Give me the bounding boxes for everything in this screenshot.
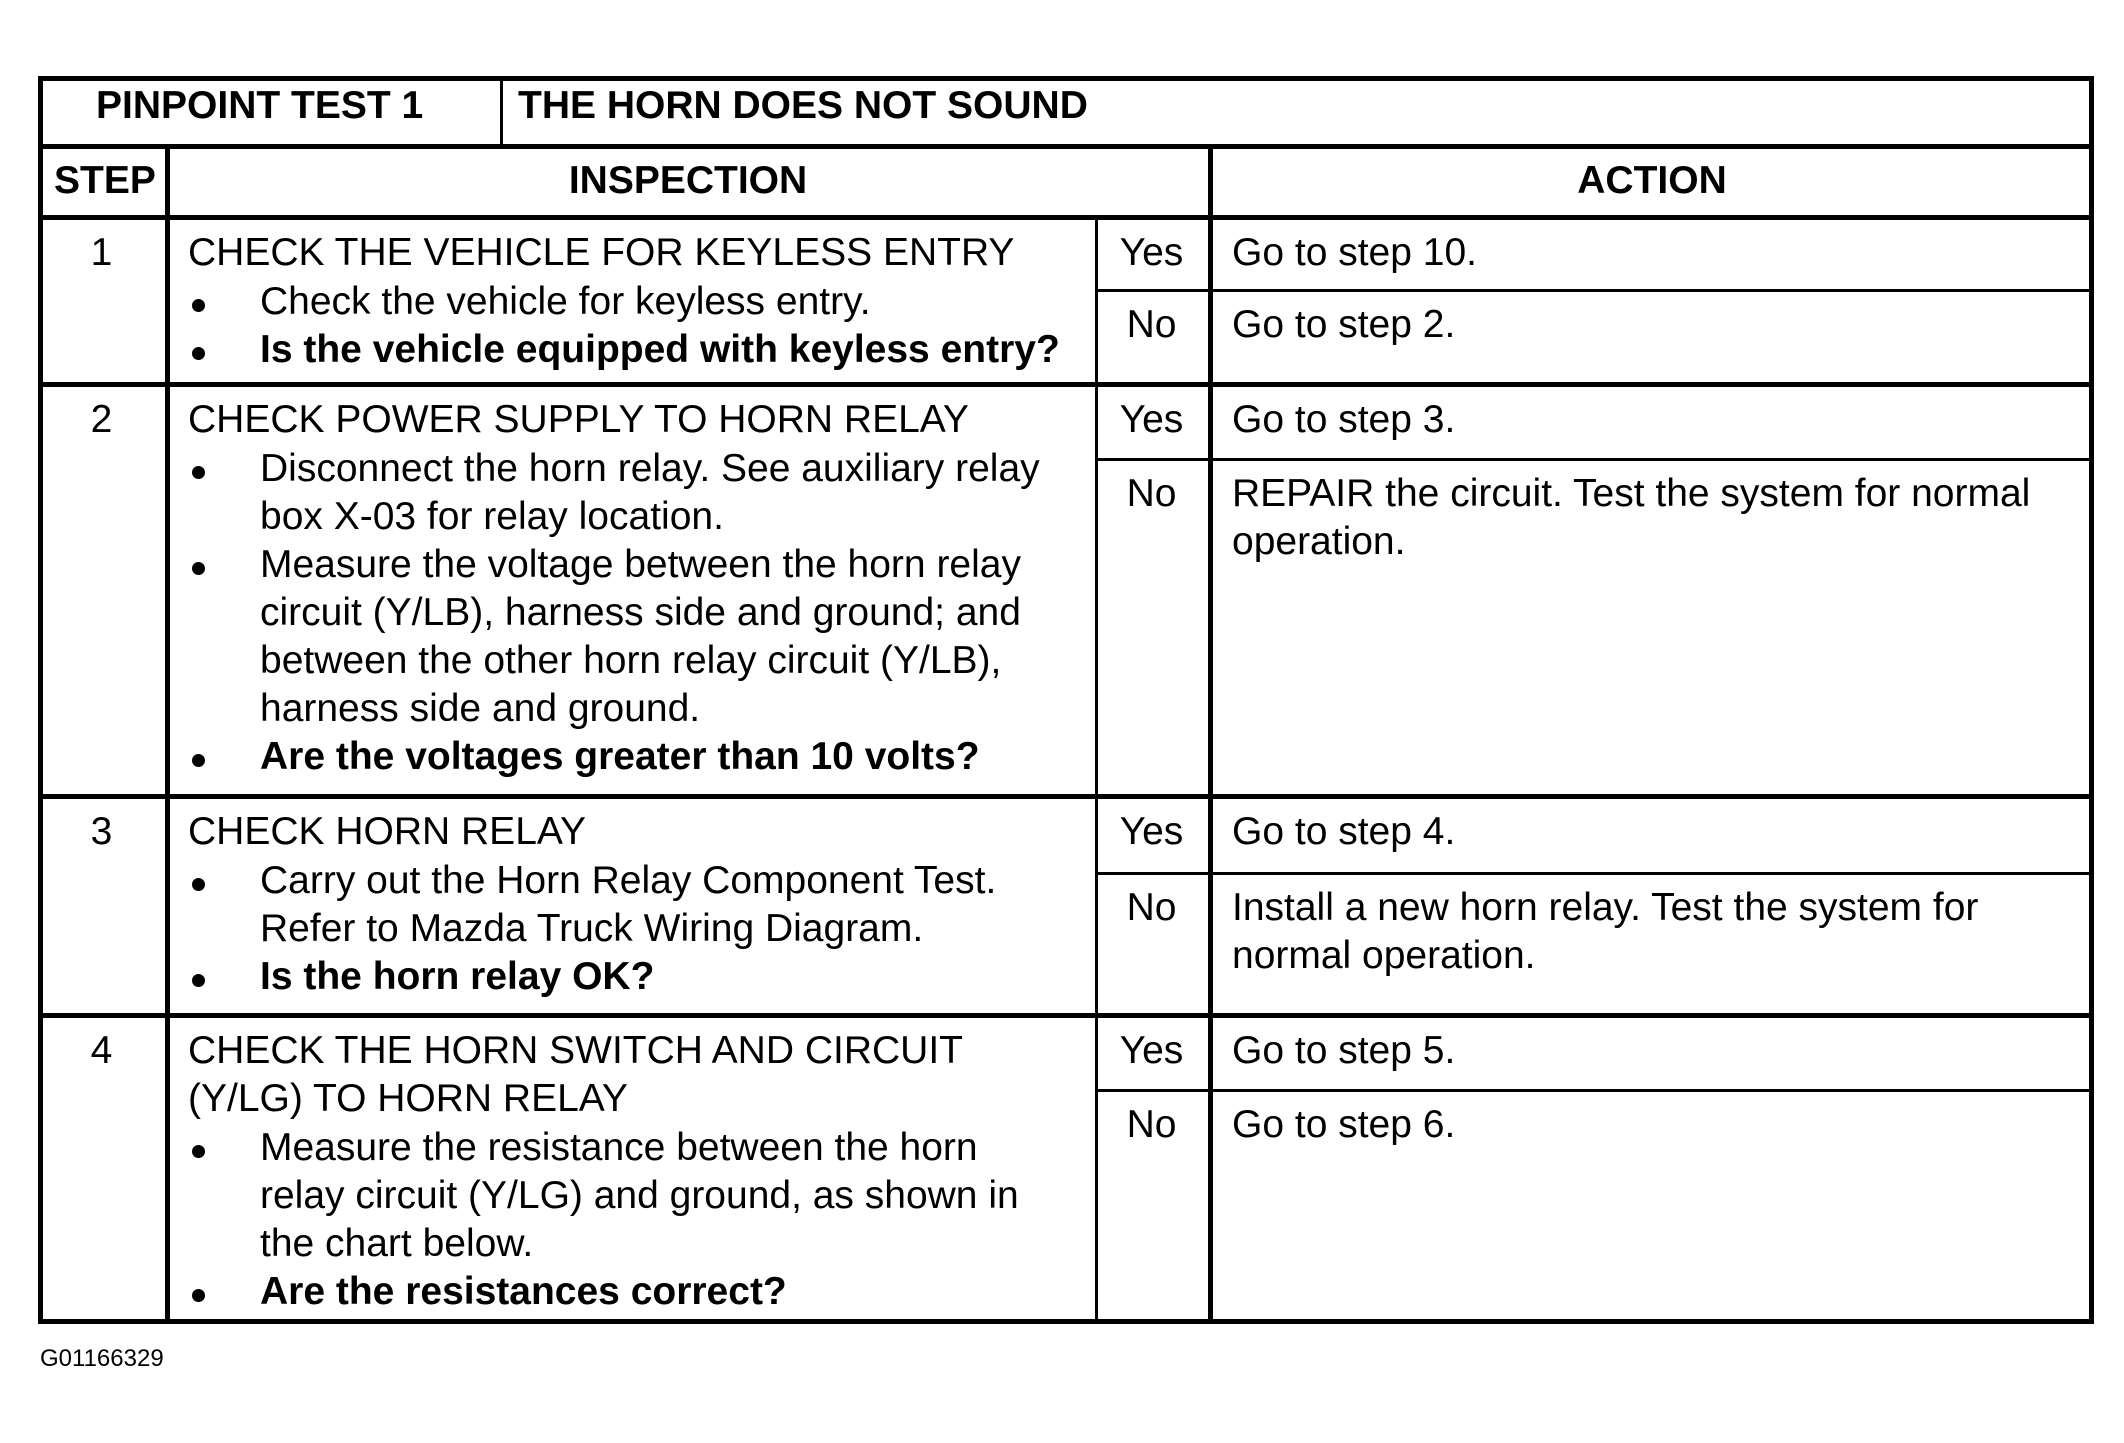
inspection-instruction: circuit (Y/LB), harness side and ground; and: [260, 591, 1021, 634]
no-label: No: [1126, 472, 1177, 515]
no-action: operation.: [1232, 520, 1406, 563]
yes-action: Go to step 5.: [1232, 1029, 1456, 1072]
bullet-icon: [192, 1289, 205, 1302]
yes-action: Go to step 10.: [1232, 231, 1477, 274]
inspection-instruction: relay circuit (Y/LG) and ground, as shown in: [260, 1174, 1019, 1217]
yes-no-divider: [1095, 458, 2094, 461]
step-title: CHECK THE VEHICLE FOR KEYLESS ENTRY: [188, 231, 1015, 274]
inspection-instruction: Refer to Mazda Truck Wiring Diagram.: [260, 907, 924, 950]
bullet-icon: [192, 1145, 205, 1158]
no-action: Go to step 2.: [1232, 303, 1456, 346]
no-action: Go to step 6.: [1232, 1103, 1456, 1146]
action-column-divider: [1208, 146, 1213, 1324]
inspection-instruction: between the other horn relay circuit (Y/LB),: [260, 639, 1002, 682]
no-action: Install a new horn relay. Test the system for: [1232, 886, 1979, 929]
column-header-action: ACTION: [1577, 159, 1727, 202]
inspection-instruction: Measure the voltage between the horn relay: [260, 543, 1021, 586]
step-row-divider: [38, 382, 2094, 387]
step-column-divider: [165, 146, 170, 1324]
inspection-instruction: the chart below.: [260, 1222, 534, 1265]
no-label: No: [1126, 1103, 1177, 1146]
column-header-divider: [38, 215, 2094, 220]
header-cell-divider: [500, 76, 503, 146]
inspection-question: Is the vehicle equipped with keyless entry?: [260, 328, 1060, 371]
column-header-step: STEP: [54, 159, 156, 202]
inspection-instruction: Carry out the Horn Relay Component Test.: [260, 859, 997, 902]
inspection-instruction: box X-03 for relay location.: [260, 495, 724, 538]
bullet-icon: [192, 347, 205, 360]
yes-action: Go to step 4.: [1232, 810, 1456, 853]
inspection-instruction: Disconnect the horn relay. See auxiliary relay: [260, 447, 1040, 490]
no-action: normal operation.: [1232, 934, 1536, 977]
bullet-icon: [192, 299, 205, 312]
step-number: 2: [90, 398, 113, 441]
step-title: CHECK THE HORN SWITCH AND CIRCUIT: [188, 1029, 963, 1072]
inspection-question: Are the voltages greater than 10 volts?: [260, 735, 980, 778]
yes-label: Yes: [1119, 398, 1184, 441]
yes-no-divider: [1095, 289, 2094, 292]
step-title: (Y/LG) TO HORN RELAY: [188, 1077, 628, 1120]
yes-no-divider: [1095, 1089, 2094, 1092]
figure-id: G01166329: [40, 1345, 164, 1372]
inspection-instruction: Check the vehicle for keyless entry.: [260, 280, 871, 323]
yes-no-divider: [1095, 872, 2094, 875]
step-row-divider: [38, 794, 2094, 799]
step-number: 1: [90, 231, 113, 274]
test-title: THE HORN DOES NOT SOUND: [518, 84, 1088, 127]
inspection-instruction: Measure the resistance between the horn: [260, 1126, 978, 1169]
bullet-icon: [192, 562, 205, 575]
column-header-inspection: INSPECTION: [568, 159, 808, 202]
yes-label: Yes: [1119, 1029, 1184, 1072]
step-title: CHECK POWER SUPPLY TO HORN RELAY: [188, 398, 969, 441]
bullet-icon: [192, 466, 205, 479]
inspection-question: Is the horn relay OK?: [260, 955, 655, 998]
test-label: PINPOINT TEST 1: [96, 84, 424, 127]
bullet-icon: [192, 878, 205, 891]
step-row-divider: [38, 1013, 2094, 1018]
no-label: No: [1126, 886, 1177, 929]
yes-action: Go to step 3.: [1232, 398, 1456, 441]
bullet-icon: [192, 974, 205, 987]
step-title: CHECK HORN RELAY: [188, 810, 587, 853]
header-row-divider: [38, 144, 2094, 149]
no-action: REPAIR the circuit. Test the system for normal: [1232, 472, 2031, 515]
yes-label: Yes: [1119, 231, 1184, 274]
step-number: 4: [90, 1029, 113, 1072]
step-number: 3: [90, 810, 113, 853]
inspection-instruction: harness side and ground.: [260, 687, 701, 730]
no-label: No: [1126, 303, 1177, 346]
inspection-question: Are the resistances correct?: [260, 1270, 787, 1313]
yes-label: Yes: [1119, 810, 1184, 853]
bullet-icon: [192, 754, 205, 767]
